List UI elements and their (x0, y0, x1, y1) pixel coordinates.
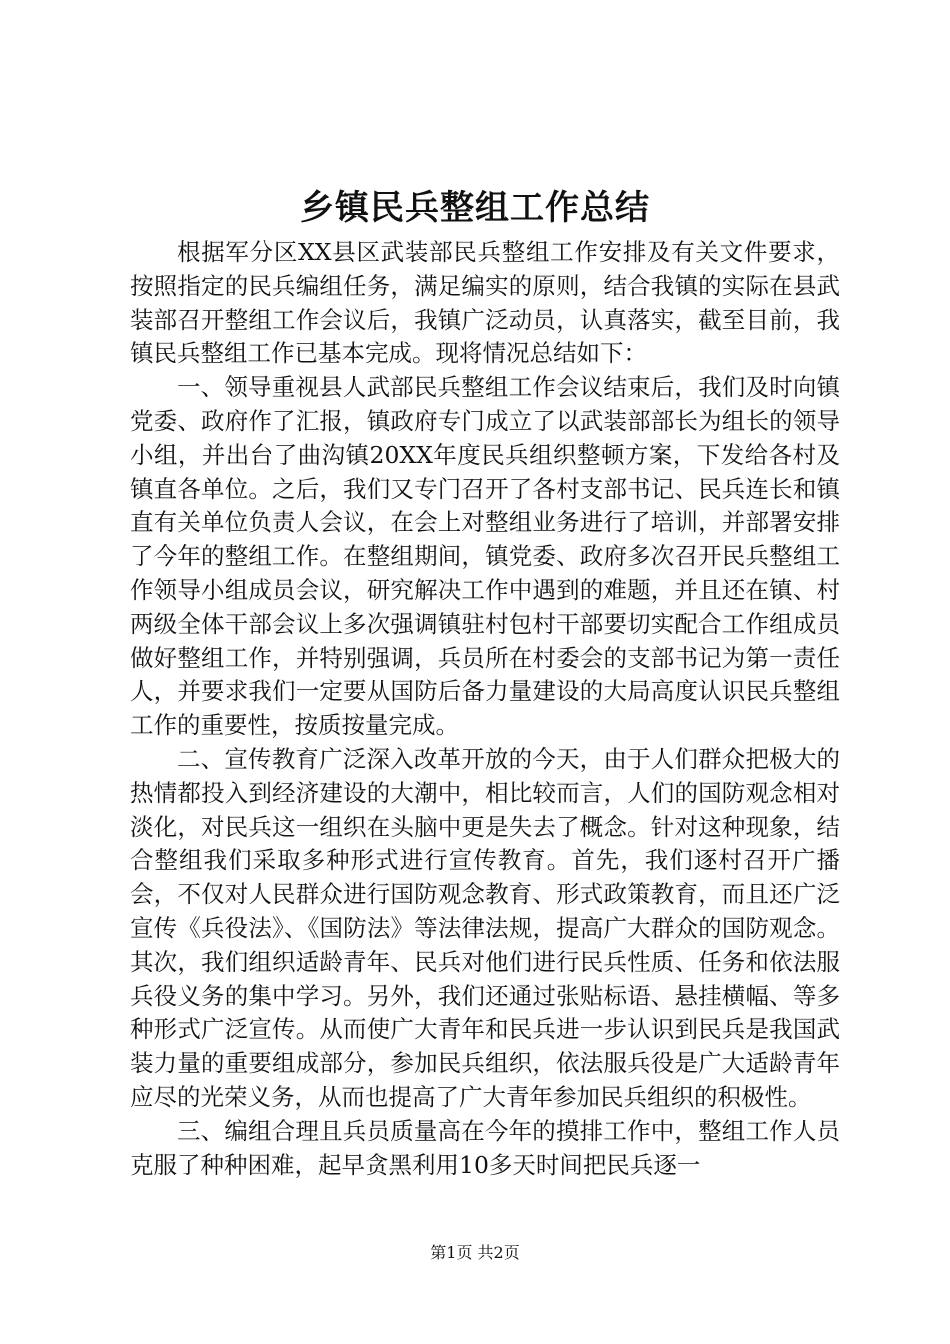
page-number-footer: 第1页 共2页 (430, 1243, 520, 1262)
paragraph-section-3: 三、编组合理且兵员质量高在今年的摸排工作中，整组工作人员克服了种种困难，起早贪黑利用10多天时间把民兵逐一 (130, 1116, 840, 1179)
paragraph-section-1: 一、领导重视县人武部民兵整组工作会议结束后，我们及时向镇党委、政府作了汇报，镇政府专门成立了以武装部部长为组长的领导小组，并出台了曲沟镇20XX年度民兵组织整顿方案，下发给各村及镇直各单位。之后，我们又专门召开了各村支部书记、民兵连长和镇直有关单位负责人会议，在会上对整组业务进行了培训，并部署安排了今年的整组工作。在整组期间，镇党委、政府多次召开民兵整组工作领导小组成员会议，研究解决工作中遇到的难题，并且还在镇、村两级全体干部会议上多次强调镇驻村包村干部要切实配合工作组成员做好整组工作，并特别强调，兵员所在村委会的支部书记为第一责任人，并要求我们一定要从国防后备力量建设的大局高度认识民兵整组工作的重要性，按质按量完成。 (130, 373, 840, 740)
document-title: 乡镇民兵整组工作总结 (300, 188, 650, 228)
paragraph-section-2: 二、宣传教育广泛深入改革开放的今天，由于人们群众把极大的热情都投入到经济建设的大潮中，相比较而言，人们的国防观念相对淡化，对民兵这一组织在头脑中更是失去了概念。针对这种现象，结合整组我们采取多种形式进行宣传教育。首先，我们逐村召开广播会，不仅对人民群众进行国防观念教育、形式政策教育，而且还广泛宣传《兵役法》、《国防法》等法律法规，提高广大群众的国防观念。其次，我们组织适龄青年、民兵对他们进行民兵性质、任务和依法服兵役义务的集中学习。另外，我们还通过张贴标语、悬挂横幅、等多种形式广泛宣传。从而使广大青年和民兵进一步认识到民兵是我国武装力量的重要组成部分，参加民兵组织，依法服兵役是广大适龄青年应尽的光荣义务，从而也提高了广大青年参加民兵组织的积极性。 (130, 744, 840, 1111)
document-body (130, 236, 840, 1182)
paragraph-intro: 根据军分区XX县区武装部民兵整组工作安排及有关文件要求，按照指定的民兵编组任务，满足编实的原则，结合我镇的实际在县武装部召开整组工作会议后，我镇广泛动员，认真落实，截至目前，我镇民兵整组工作已基本完成。现将情况总结如下： (130, 238, 840, 368)
